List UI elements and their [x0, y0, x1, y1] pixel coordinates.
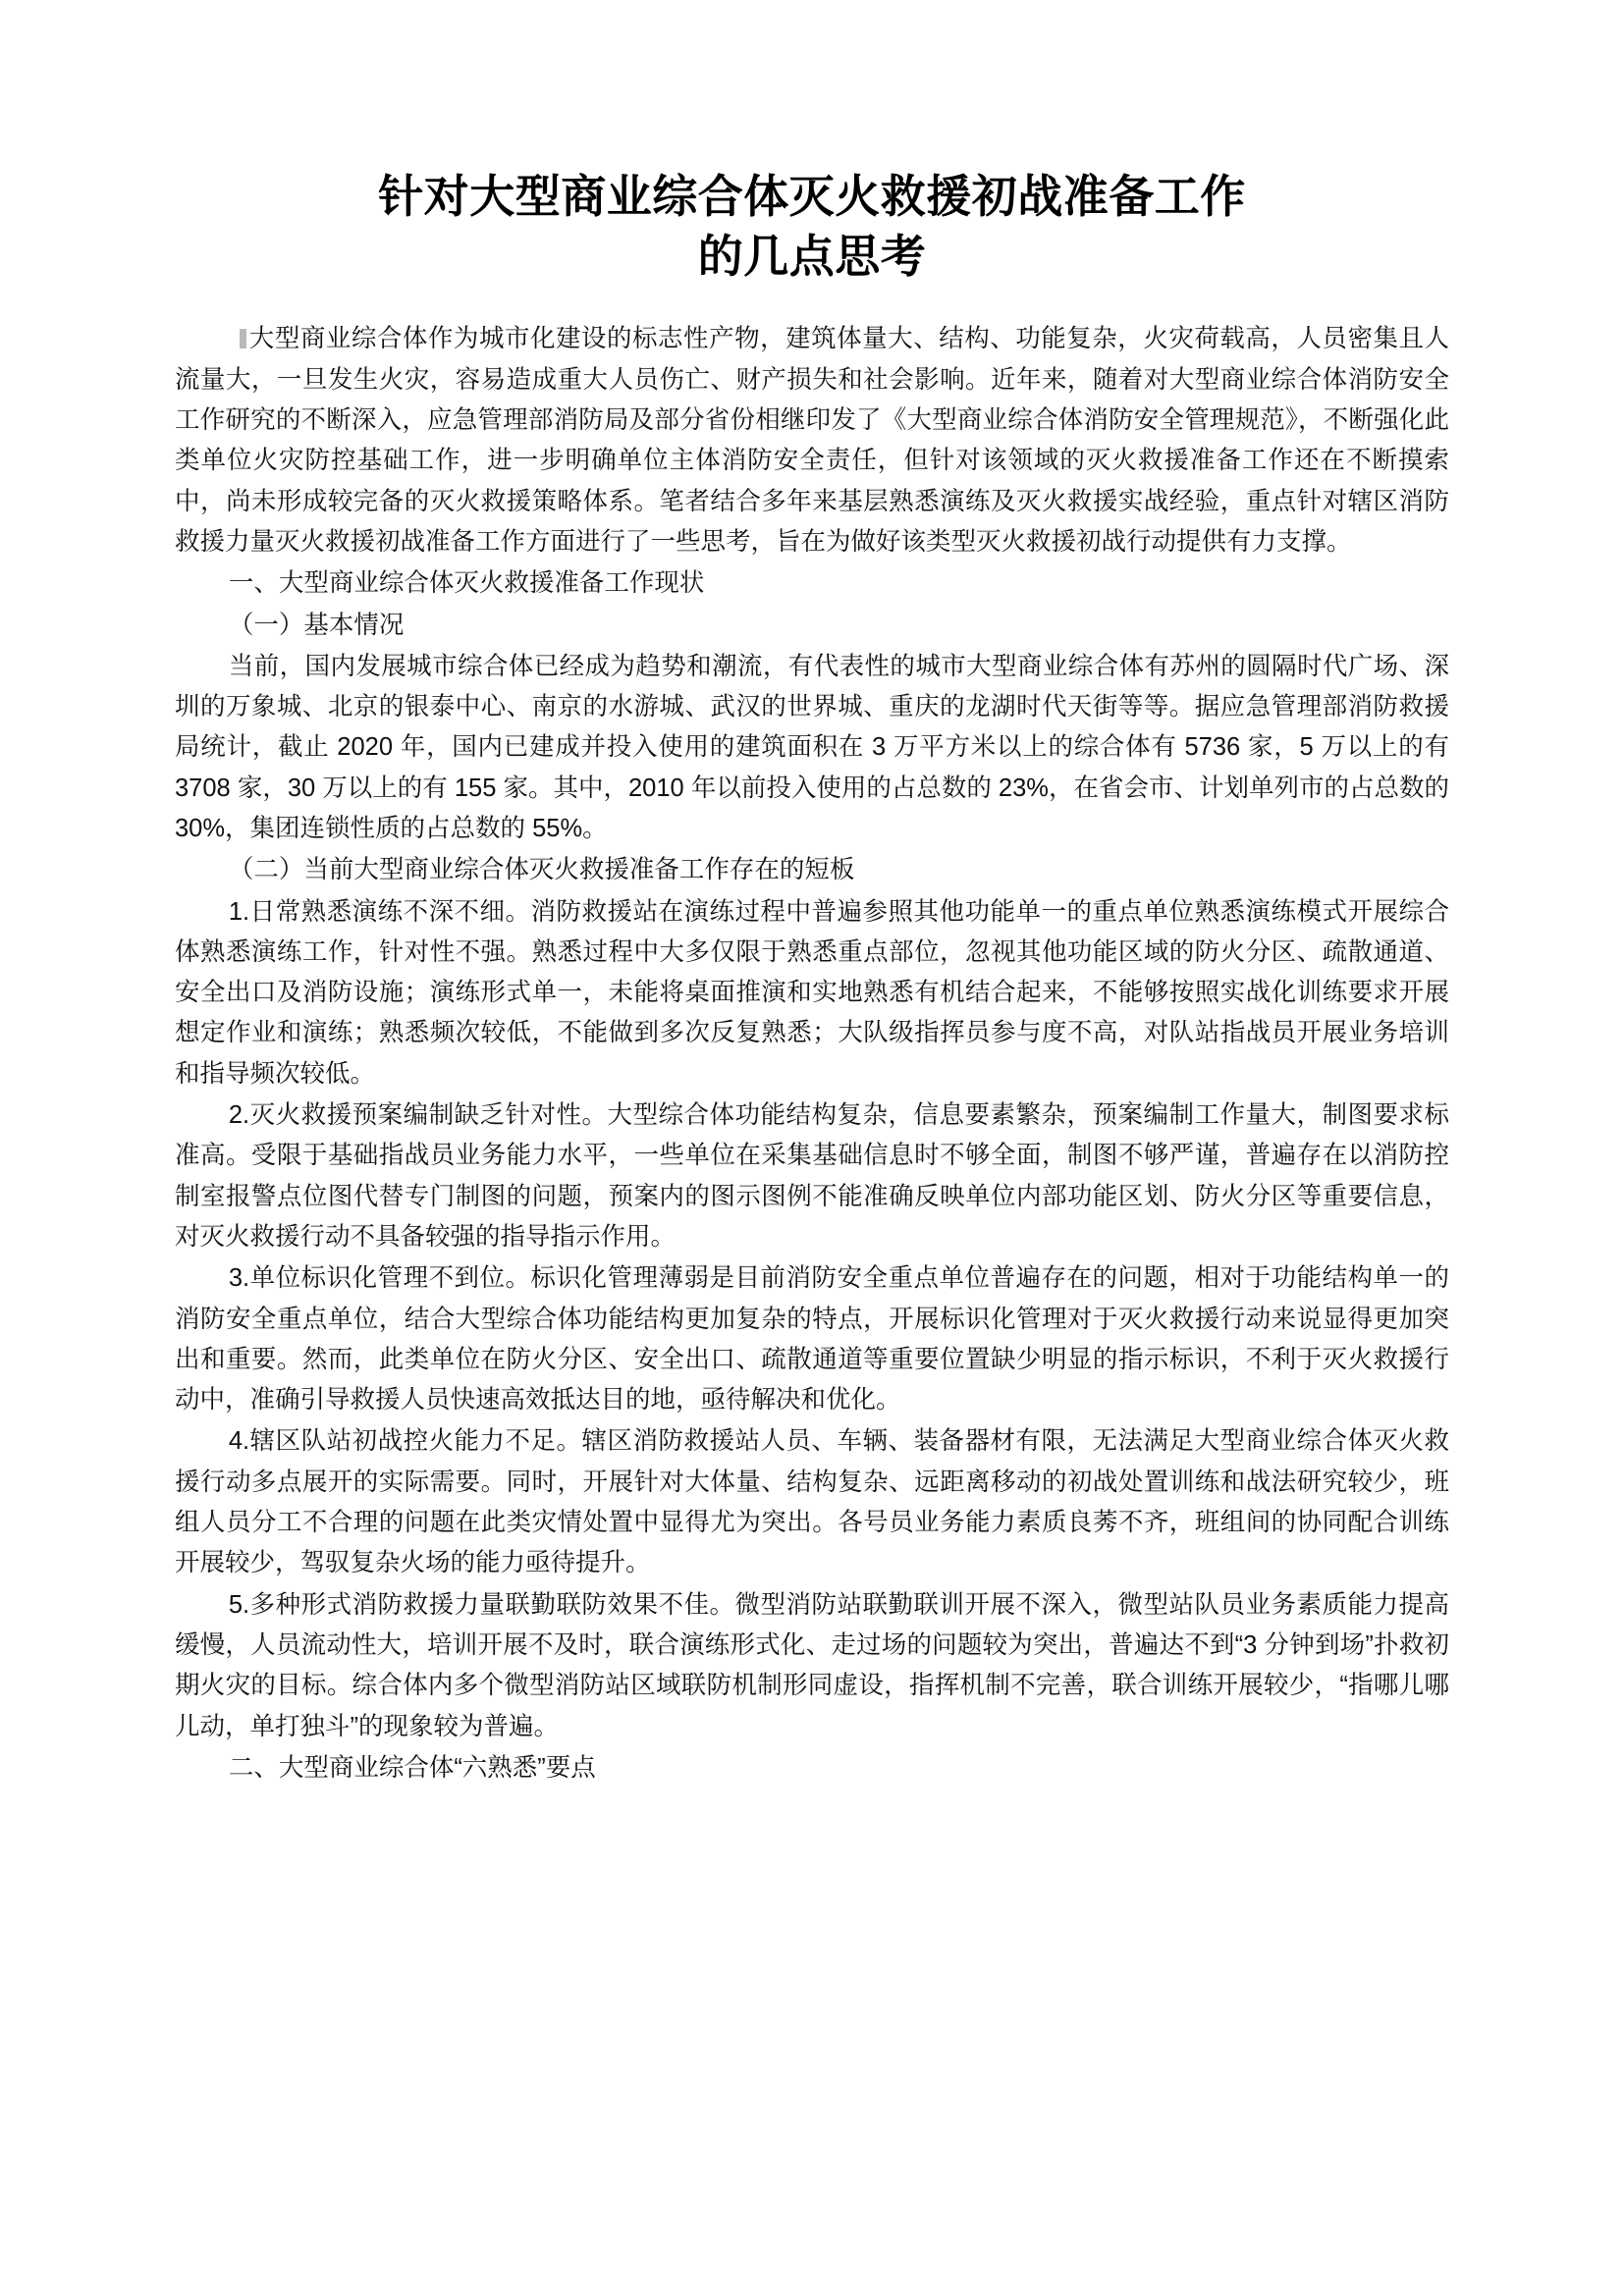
- paragraph-item-4: 4.辖区队站初战控火能力不足。辖区消防救援站人员、车辆、装备器材有限，无法满足大型商业综合体灭火救援行动多点展开的实际需要。同时，开展针对大体量、结构复杂、远距离移动的初战处置训练和战法研究较少，班组人员分工不合理的问题在此类灾情处置中显得尤为突出。各号员业务能力素质良莠不齐，班组间的协同配合训练开展较少，驾驭复杂火场的能力亟待提升。: [175, 1427, 1449, 1577]
- heading-subsection-1-1: （一）基本情况: [228, 611, 405, 639]
- heading-section-2: 二、大型商业综合体“六熟悉”要点: [228, 1753, 596, 1782]
- paragraph-intro: [175, 319, 1449, 562]
- title-line-2: 的几点思考: [697, 230, 927, 282]
- heading-section-1: 一、大型商业综合体灭火救援准备工作现状: [228, 569, 705, 598]
- paragraph-item-3: 3.单位标识化管理不到位。标识化管理薄弱是目前消防安全重点单位普遍存在的问题，相对于功能结构单一的消防安全重点单位，结合大型综合体功能结构更加复杂的特点，开展标识化管理对于灭火救援行动来说显得更加突出和重要。然而，此类单位在防火分区、安全出口、疏散通道等重要位置缺少明显的指示标识，不利于灭火救援行动中，准确引导救援人员快速高效抵达目的地，亟待解决和优化。: [175, 1264, 1449, 1415]
- paragraph-text: 大型商业综合体作为城市化建设的标志性产物，建筑体量大、结构、功能复杂，火灾荷载高，人员密集且人流量大，一旦发生火灾，容易造成重大人员伤亡、财产损失和社会影响。近年来，随着对大型商业综合体消防安全工作研究的不断深入，应急管理部消防局及部分省份相继印发了《大型商业综合体消防安全管理规范》，不断强化此类单位火灾防控基础工作，进一步明确单位主体消防安全责任，但针对该领域的灭火救援准备工作还在不断摸索中，尚未形成较完备的灭火救援策略体系。笔者结合多年来基层熟悉演练及灭火救援实战经验，重点针对辖区消防救援力量灭火救援初战准备工作方面进行了一些思考，旨在为做好该类型灭火救援初战行动提供有力支撑。: [175, 325, 1449, 556]
- heading-subsection-1-2: （二）当前大型商业综合体灭火救援准备工作存在的短板: [228, 856, 855, 884]
- paragraph-item-1: 1.日常熟悉演练不深不细。消防救援站在演练过程中普遍参照其他功能单一的重点单位熟悉演练模式开展综合体熟悉演练工作，针对性不强。熟悉过程中大多仅限于熟悉重点部位，忽视其他功能区域的防火分区、疏散通道、安全出口及消防设施；演练形式单一，未能将桌面推演和实地熟悉有机结合起来，不能够按照实战化训练要求开展想定作业和演练；熟悉频次较低，不能做到多次反复熟悉；大队级指挥员参与度不高，对队站指战员开展业务培训和指导频次较低。: [175, 897, 1449, 1088]
- paragraph-item-5: 5.多种形式消防救援力量联勤联防效果不佳。微型消防站联勤联训开展不深入，微型站队员业务素质能力提高缓慢，人员流动性大，培训开展不及时，联合演练形式化、走过场的问题较为突出，普遍达不到“3 分钟到场”扑救初期火灾的目标。综合体内多个微型消防站区域联防机制形同虚设，指挥机制不完善，联合训练开展较少，“指哪儿哪儿动，单打独斗”的现象较为普遍。: [175, 1590, 1449, 1740]
- title-line-1: 针对大型商业综合体灭火救援初战准备工作: [378, 171, 1246, 222]
- paragraph-item-2: 2.灭火救援预案编制缺乏针对性。大型综合体功能结构复杂，信息要素繁杂，预案编制工作量大，制图要求标准高。受限于基础指战员业务能力水平，一些单位在采集基础信息时不够全面，制图不够严谨，普遍存在以消防控制室报警点位图代替专门制图的问题，预案内的图示图例不能准确反映单位内部功能区划、防火分区等重要信息，对灭火救援行动不具备较强的指导指示作用。: [175, 1101, 1449, 1251]
- paragraph-marker-icon: [240, 329, 246, 348]
- paragraph-basic-situation: 当前，国内发展城市综合体已经成为趋势和潮流，有代表性的城市大型商业综合体有苏州的圆隔时代广场、深圳的万象城、北京的银泰中心、南京的水游城、武汉的世界城、重庆的龙湖时代天街等等。据应急管理部消防救援局统计，截止 2020 年，国内已建成并投入使用的建筑面积在 3 万平方米以上的综合体有 5736 家，5 万以上的有 3708 家，30 万以上的有 155 家。其中，2010 年以前投入使用的占总数的 23%，在省会市、计划单列市的占总数的 30%，集团连锁性质的占总数的 55%。: [175, 652, 1449, 842]
- page-title: [175, 167, 1449, 286]
